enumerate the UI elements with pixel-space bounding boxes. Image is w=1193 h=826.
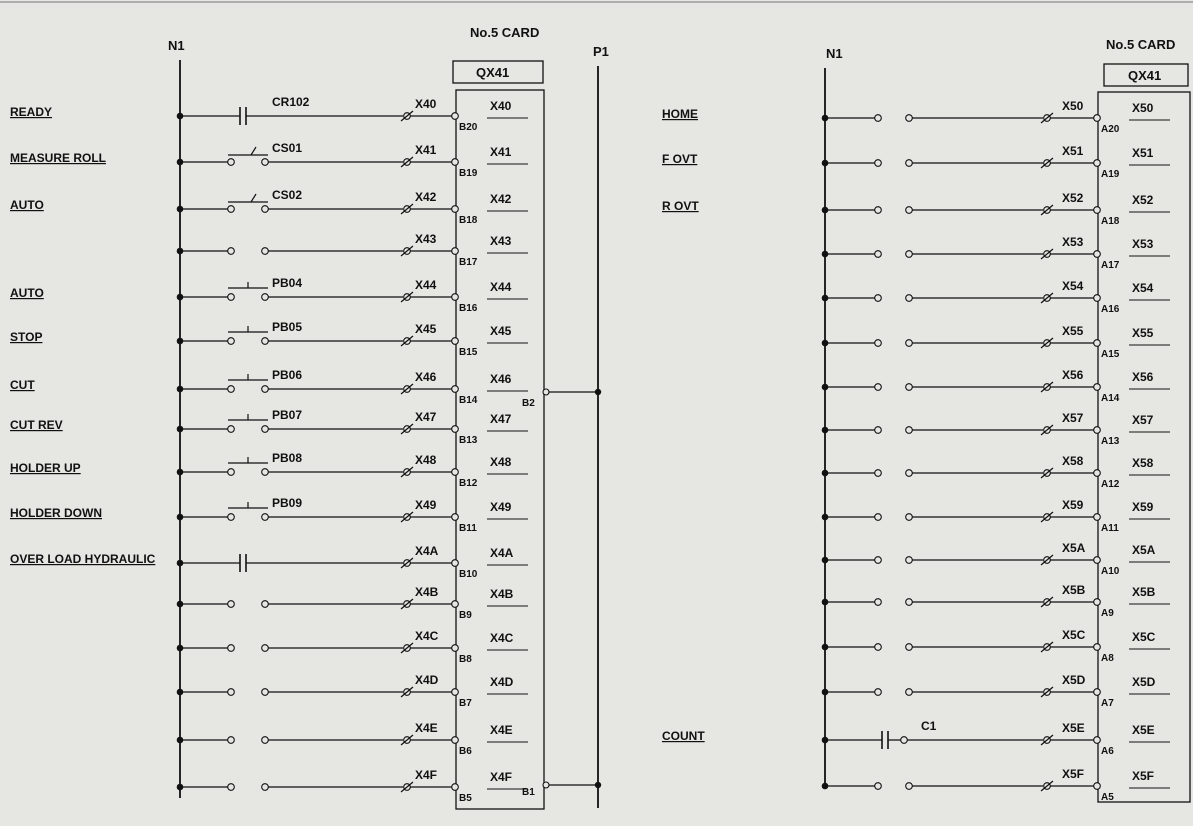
left-rung	[10, 141, 528, 179]
left-rung	[177, 232, 528, 268]
wire-number: X59	[1062, 498, 1084, 512]
pin-label: B10	[459, 569, 478, 580]
card-terminal	[1094, 384, 1101, 391]
right-rung	[822, 673, 1170, 709]
card-terminal	[452, 294, 459, 301]
card-terminal	[1094, 644, 1101, 651]
contact-terminal	[228, 294, 235, 301]
p1-label: P1	[593, 44, 609, 59]
rung-label: CUT	[10, 378, 35, 392]
card-terminal	[452, 645, 459, 652]
left-rung	[177, 585, 528, 621]
signal-label: X53	[1132, 237, 1154, 251]
contact-terminal	[228, 159, 235, 166]
right-rung	[662, 144, 1170, 180]
wire-number: X47	[415, 410, 437, 424]
device-tag: PB07	[272, 408, 303, 422]
contact-terminal	[262, 514, 269, 521]
contact-terminal	[875, 644, 882, 651]
pin-label: A20	[1101, 124, 1120, 135]
signal-label: X56	[1132, 370, 1154, 384]
left-rung	[177, 721, 528, 757]
pin-label: A6	[1101, 746, 1114, 757]
signal-label: X50	[1132, 101, 1154, 115]
pin-label: A5	[1101, 792, 1114, 803]
wire-number: X56	[1062, 368, 1084, 382]
contact-terminal	[228, 784, 235, 791]
contact-terminal	[906, 783, 913, 790]
left-rung	[177, 629, 528, 665]
rung-label: HOLDER UP	[10, 461, 81, 475]
card-terminal	[452, 426, 459, 433]
signal-label: X5D	[1132, 675, 1156, 689]
signal-label: X43	[490, 234, 512, 248]
left-rung	[10, 368, 528, 406]
wire-number: X54	[1062, 279, 1084, 293]
pin-label: B18	[459, 215, 478, 226]
contact-terminal	[262, 645, 269, 652]
contact-terminal	[228, 514, 235, 521]
switch-lever	[251, 147, 256, 155]
contact-terminal	[228, 689, 235, 696]
b2-label: B2	[522, 398, 535, 409]
wire-number: X40	[415, 97, 437, 111]
right-rung	[822, 411, 1170, 447]
contact-terminal	[262, 206, 269, 213]
pin-label: A11	[1101, 523, 1119, 534]
left-card-title: No.5 CARD	[470, 25, 540, 40]
right-rung	[662, 191, 1170, 227]
right-rung	[822, 628, 1170, 664]
signal-label: X5F	[1132, 769, 1155, 783]
device-tag: CR102	[272, 95, 310, 109]
card-terminal	[452, 737, 459, 744]
wire-number: X52	[1062, 191, 1084, 205]
pin-label: A19	[1101, 169, 1120, 180]
pin-label: B20	[459, 122, 478, 133]
card-terminal	[452, 386, 459, 393]
signal-label: X44	[490, 280, 512, 294]
card-terminal	[1094, 160, 1101, 167]
wire-number: X4E	[415, 721, 438, 735]
b2-junction	[595, 389, 601, 395]
signal-label: X59	[1132, 500, 1154, 514]
right-rungs	[662, 99, 1170, 803]
right-rung	[822, 235, 1170, 271]
right-rung	[822, 454, 1170, 490]
pin-label: B8	[459, 654, 472, 665]
right-rung	[822, 541, 1170, 577]
card-terminal	[1094, 470, 1101, 477]
contact-terminal	[262, 386, 269, 393]
b1-label: B1	[522, 787, 535, 798]
contact-terminal	[262, 601, 269, 608]
contact-terminal	[262, 737, 269, 744]
contact-terminal	[906, 427, 913, 434]
pin-label: B15	[459, 347, 478, 358]
signal-label: X45	[490, 324, 512, 338]
device-tag: C1	[921, 719, 937, 733]
wire-number: X41	[415, 143, 437, 157]
contact-terminal	[906, 470, 913, 477]
card-terminal	[1094, 295, 1101, 302]
contact-terminal	[875, 689, 882, 696]
card-terminal	[1094, 557, 1101, 564]
wire-number: X43	[415, 232, 437, 246]
card-terminal	[1094, 599, 1101, 606]
pin-label: A13	[1101, 436, 1120, 447]
wire-number: X55	[1062, 324, 1084, 338]
signal-label: X4D	[490, 675, 514, 689]
card-terminal	[452, 689, 459, 696]
right-rung	[822, 324, 1170, 360]
card-terminal	[1094, 340, 1101, 347]
card-terminal	[1094, 251, 1101, 258]
device-tag: CS01	[272, 141, 303, 155]
switch-lever	[251, 194, 256, 202]
contact-terminal	[906, 644, 913, 651]
card-terminal	[1094, 514, 1101, 521]
contact-terminal	[906, 251, 913, 258]
contact-terminal	[228, 737, 235, 744]
pin-label: B7	[459, 698, 472, 709]
right-rung	[822, 583, 1170, 619]
card-terminal	[452, 469, 459, 476]
right-card-name: QX41	[1128, 68, 1162, 83]
pin-label: A16	[1101, 304, 1120, 315]
contact-terminal	[875, 115, 882, 122]
pin-label: A10	[1101, 566, 1120, 577]
wire-number: X4D	[415, 673, 439, 687]
right-bus-label: N1	[826, 46, 843, 61]
pin-label: B9	[459, 610, 472, 621]
wire-number: X44	[415, 278, 437, 292]
contact-terminal	[901, 737, 908, 744]
contact-terminal	[228, 386, 235, 393]
contact-terminal	[906, 514, 913, 521]
rung-label: R OVT	[662, 199, 699, 213]
wire-number: X5D	[1062, 673, 1086, 687]
signal-label: X51	[1132, 146, 1154, 160]
contact-terminal	[906, 115, 913, 122]
left-rung	[10, 496, 528, 534]
contact-terminal	[875, 514, 882, 521]
left-rung	[177, 673, 528, 709]
card-terminal	[452, 113, 459, 120]
signal-label: X42	[490, 192, 512, 206]
rung-label: OVER LOAD HYDRAULIC	[10, 552, 156, 566]
contact-terminal	[875, 557, 882, 564]
b1-terminal	[543, 782, 549, 788]
wire-number: X4A	[415, 544, 439, 558]
pin-label: A7	[1101, 698, 1114, 709]
signal-label: X54	[1132, 281, 1154, 295]
right-rung	[822, 279, 1170, 315]
rung-label: CUT REV	[10, 418, 63, 432]
wire-number: X50	[1062, 99, 1084, 113]
pin-label: A14	[1101, 393, 1120, 404]
right-rung	[822, 498, 1170, 534]
wire-number: X48	[415, 453, 437, 467]
contact-terminal	[875, 295, 882, 302]
contact-terminal	[875, 160, 882, 167]
card-terminal	[1094, 115, 1101, 122]
rung-label: STOP	[10, 330, 43, 344]
signal-label: X46	[490, 372, 512, 386]
signal-label: X4B	[490, 587, 514, 601]
signal-label: X40	[490, 99, 512, 113]
card-terminal	[452, 514, 459, 521]
signal-label: X52	[1132, 193, 1154, 207]
wire-number: X42	[415, 190, 437, 204]
signal-label: X4C	[490, 631, 514, 645]
right-card-title: No.5 CARD	[1106, 37, 1176, 52]
left-rung	[10, 544, 528, 580]
wire-number: X5E	[1062, 721, 1085, 735]
contact-terminal	[228, 645, 235, 652]
wire-number: X4C	[415, 629, 439, 643]
pin-label: A15	[1101, 349, 1120, 360]
contact-terminal	[875, 599, 882, 606]
device-tag: CS02	[272, 188, 303, 202]
card-terminal	[452, 560, 459, 567]
card-terminal	[452, 338, 459, 345]
wire-number: X53	[1062, 235, 1084, 249]
contact-terminal	[875, 340, 882, 347]
contact-terminal	[875, 251, 882, 258]
left-rung	[10, 95, 528, 133]
wire-number: X5B	[1062, 583, 1086, 597]
contact-terminal	[262, 338, 269, 345]
contact-terminal	[906, 557, 913, 564]
right-rung	[822, 368, 1170, 404]
pin-label: B6	[459, 746, 472, 757]
card-terminal	[452, 601, 459, 608]
card-terminal	[1094, 689, 1101, 696]
left-rung	[10, 188, 528, 226]
contact-terminal	[875, 470, 882, 477]
left-bus-label: N1	[168, 38, 185, 53]
pin-label: B13	[459, 435, 478, 446]
signal-label: X5C	[1132, 630, 1156, 644]
signal-label: X49	[490, 500, 512, 514]
card-terminal	[1094, 427, 1101, 434]
contact-terminal	[906, 160, 913, 167]
signal-label: X5E	[1132, 723, 1155, 737]
wire-number: X4F	[415, 768, 438, 782]
wire-number: X49	[415, 498, 437, 512]
card-terminal	[452, 159, 459, 166]
signal-label: X57	[1132, 413, 1154, 427]
wire-number: X58	[1062, 454, 1084, 468]
card-terminal	[452, 248, 459, 255]
pin-label: B5	[459, 793, 472, 804]
contact-terminal	[228, 601, 235, 608]
signal-label: X55	[1132, 326, 1154, 340]
pin-label: A8	[1101, 653, 1114, 664]
contact-terminal	[262, 294, 269, 301]
signal-label: X4A	[490, 546, 514, 560]
pin-label: B19	[459, 168, 478, 179]
contact-terminal	[262, 784, 269, 791]
right-rung	[662, 719, 1170, 757]
rung-label: AUTO	[10, 198, 44, 212]
signal-label: X47	[490, 412, 512, 426]
rung-label: COUNT	[662, 729, 705, 743]
wire-number: X45	[415, 322, 437, 336]
signal-label: X4F	[490, 770, 513, 784]
pin-label: B17	[459, 257, 478, 268]
count-extra	[901, 737, 908, 744]
rung-label: READY	[10, 105, 53, 119]
card-terminal	[1094, 737, 1101, 744]
contact-terminal	[228, 338, 235, 345]
left-rung	[10, 276, 528, 314]
left-rungs	[10, 95, 528, 804]
left-rung	[10, 451, 528, 489]
device-tag: PB08	[272, 451, 303, 465]
wire-number: X5C	[1062, 628, 1086, 642]
contact-terminal	[875, 384, 882, 391]
card-terminal	[452, 784, 459, 791]
contact-terminal	[228, 206, 235, 213]
contact-terminal	[875, 783, 882, 790]
contact-terminal	[228, 469, 235, 476]
contact-terminal	[906, 599, 913, 606]
contact-terminal	[906, 340, 913, 347]
wire-number: X51	[1062, 144, 1084, 158]
contact-terminal	[906, 689, 913, 696]
pin-label: B16	[459, 303, 478, 314]
contact-terminal	[875, 427, 882, 434]
pin-label: B11	[459, 523, 477, 534]
card-terminal	[1094, 783, 1101, 790]
contact-terminal	[875, 207, 882, 214]
pin-label: A12	[1101, 479, 1120, 490]
left-rung	[10, 320, 528, 358]
rung-label: AUTO	[10, 286, 44, 300]
wire-number: X5F	[1062, 767, 1085, 781]
pin-label: B12	[459, 478, 478, 489]
contact-terminal	[906, 207, 913, 214]
rung-label: F OVT	[662, 152, 698, 166]
signal-label: X41	[490, 145, 512, 159]
contact-terminal	[228, 426, 235, 433]
card-terminal	[452, 206, 459, 213]
contact-terminal	[262, 426, 269, 433]
device-tag: PB05	[272, 320, 303, 334]
contact-terminal	[906, 295, 913, 302]
pin-label: B14	[459, 395, 478, 406]
right-rung	[662, 99, 1170, 135]
signal-label: X5B	[1132, 585, 1156, 599]
pin-label: A18	[1101, 216, 1120, 227]
wire-number: X4B	[415, 585, 439, 599]
signal-label: X4E	[490, 723, 513, 737]
wire-number: X5A	[1062, 541, 1086, 555]
card-terminal	[1094, 207, 1101, 214]
signal-label: X58	[1132, 456, 1154, 470]
contact-terminal	[262, 248, 269, 255]
b2-terminal	[543, 389, 549, 395]
wire-number: X57	[1062, 411, 1084, 425]
rung-label: HOME	[662, 107, 698, 121]
signal-label: X48	[490, 455, 512, 469]
right-rung	[822, 767, 1170, 803]
signal-label: X5A	[1132, 543, 1156, 557]
rung-label: MEASURE ROLL	[10, 151, 106, 165]
pin-label: A9	[1101, 608, 1114, 619]
left-rung	[10, 408, 528, 446]
contact-terminal	[906, 384, 913, 391]
left-rung	[177, 768, 528, 804]
contact-terminal	[262, 469, 269, 476]
device-tag: PB09	[272, 496, 303, 510]
contact-terminal	[228, 248, 235, 255]
contact-terminal	[262, 689, 269, 696]
wire-number: X46	[415, 370, 437, 384]
rung-label: HOLDER DOWN	[10, 506, 102, 520]
device-tag: PB04	[272, 276, 303, 290]
device-tag: PB06	[272, 368, 303, 382]
b1-junction	[595, 782, 601, 788]
pin-label: A17	[1101, 260, 1120, 271]
contact-terminal	[262, 159, 269, 166]
left-card-name: QX41	[476, 65, 510, 80]
